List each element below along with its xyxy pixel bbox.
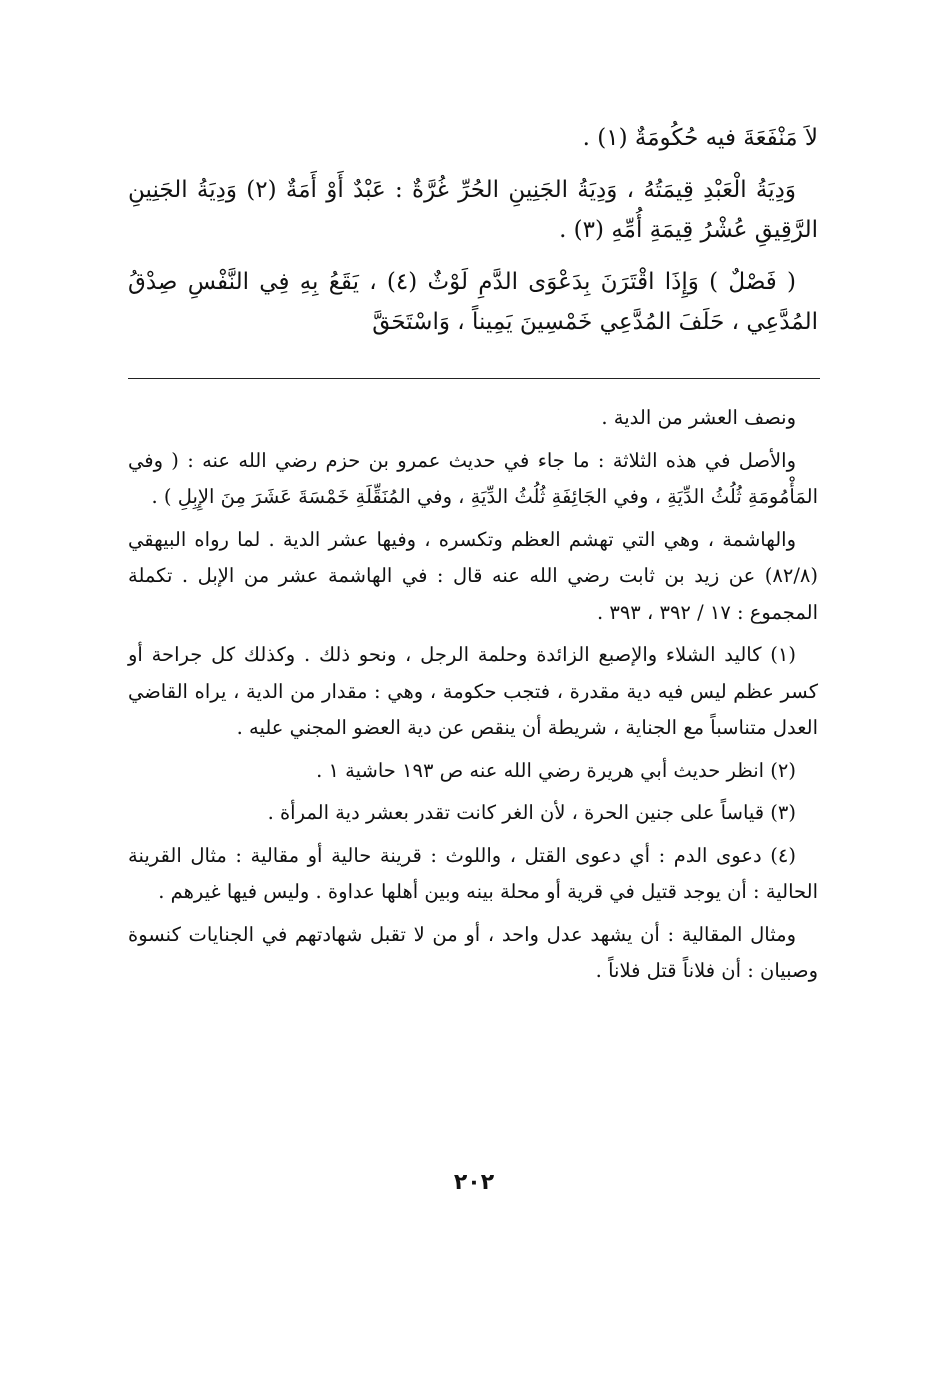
footnote-divider	[128, 378, 820, 379]
footnote-3: (٣) قياساً على جنين الحرة ، لأن الغر كانت تقدر بعشر دية المرأة .	[267, 801, 796, 824]
main-paragraph: وَدِيَةُ الْعَبْدِ قِيمَتُهُ ، وَدِيَةُ الجَنِينِ الحُرِّ غُرَّةٌ : عَبْدٌ أَوْ أَمَةٌ (٢) وَدِيَةُ الجَنِينِ الرَّقِيقِ عُشْرُ قِيمَةِ أُمِّهِ (٣) .	[128, 177, 818, 243]
footnote-4: (٤) دعوى الدم : أي دعوى القتل ، واللوث : قرينة حالية أو مقالية : مثال القرينة الحالية : أن يوجد قتيل في قرية أو محلة بينه وبين أهلها عداوة . وليس فيها غيرهم .	[128, 843, 818, 903]
footnote-4-continued: ومثال المقالية : أن يشهد عدل واحد ، أو من لا تقبل شهادتهم في الجنايات كنسوة وصبيان : أن فلاناً قتل فلاناً .	[128, 922, 818, 982]
main-paragraph: ( فَصْلٌ ) وَإِذَا اقْتَرَنَ بِدَعْوَى الدَّمِ لَوْثٌ (٤) ، يَقَعُ بِهِ فِي النَّفْسِ صِدْقُ المُدَّعِي ، حَلَفَ المُدَّعِي خَمْسِينَ يَمِيناً ، وَاسْتَحَقَّ	[128, 269, 818, 335]
page-number: ٢٠٢	[453, 1170, 495, 1195]
footnotes	[128, 400, 818, 996]
main-text	[128, 118, 818, 342]
main-line: لاَ مَنْفَعَةَ فيه حُكُومَةٌ (١) .	[582, 125, 818, 151]
footnote-1: (١) كاليد الشلاء والإصبع الزائدة وحلمة الرجل ، ونحو ذلك . وكذلك كل جراحة أو كسر عظم ليس فيه دية مقدرة ، فتجب حكومة ، وهي : مقدار من الدية ، يراه القاضي العدل متناسباً مع الجناية ، شريطة أن ينقص عن دية العضو المجني عليه .	[128, 643, 818, 739]
footnote-continuation: ونصف العشر من الدية .	[601, 406, 796, 429]
footnote-paragraph: والهاشمة ، وهي التي تهشم العظم وتكسره ، وفيها عشر الدية . لما رواه البيهقي (٨٢/٨) عن زيد بن ثابت رضي الله عنه قال : في الهاشمة عشر من الإبل . تكملة المجموع : ١٧ / ٣٩٢ ، ٣٩٣ .	[128, 527, 818, 624]
footnote-paragraph: والأصل في هذه الثلاثة : ما جاء في حديث عمرو بن حزم رضي الله عنه : ( وفي المَأْمُومَةِ ثُلُثُ الدِّيَةِ ، وفي الجَائِفَةِ ثُلُثُ الدِّيَةِ ، وفي المُنَقِّلَةِ خَمْسَةَ عَشَرَ مِنَ الإِبِلِ ) .	[128, 448, 818, 508]
footnote-2: (٢) انظر حديث أبي هريرة رضي الله عنه ص ١٩٣ حاشية ١ .	[316, 758, 796, 782]
